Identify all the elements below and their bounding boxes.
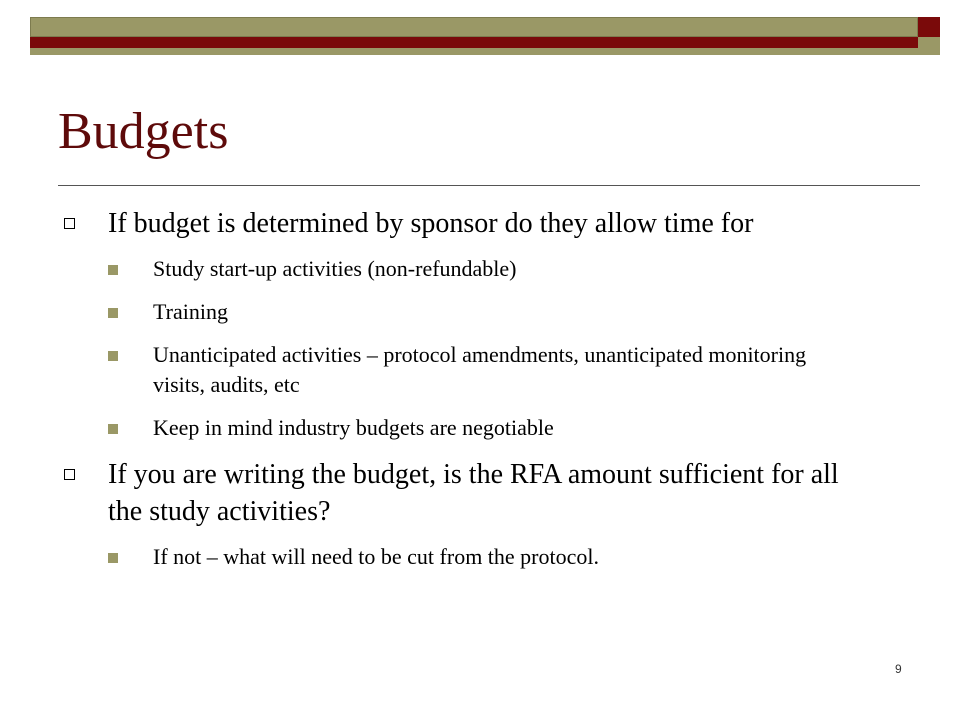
sub-bullet-text: Keep in mind industry budgets are negotiable [153, 415, 554, 440]
sub-bullet-negotiable [62, 413, 862, 443]
sub-bullet-text: If not – what will need to be cut from the protocol. [153, 544, 599, 569]
bullet-text: If budget is determined by sponsor do they allow time for [108, 208, 754, 239]
sub-bullet-text: Unanticipated activities – protocol amendments, unanticipated monitoring visits, audits, etc [153, 342, 807, 397]
header-bar-olive-bottom [30, 48, 918, 55]
slide-body [62, 205, 862, 585]
bullet-rfa-amount [62, 456, 862, 530]
sub-bullet-text: Study start-up activities (non-refundable) [153, 256, 517, 281]
header-corner-maroon-square [918, 17, 940, 37]
title-underline-rule [58, 185, 920, 186]
filled-square-bullet-icon [108, 424, 118, 434]
header-decoration-bar [30, 17, 918, 55]
sub-bullet-training [62, 297, 862, 327]
header-corner-olive-square [918, 37, 940, 55]
sub-bullet-text: Training [153, 299, 228, 324]
page-number: 9 [895, 662, 902, 676]
sub-bullet-cut-protocol [62, 542, 862, 572]
header-bar-maroon-stripe [30, 37, 918, 48]
bullet-text: If you are writing the budget, is the RFA amount sufficient for all the study activities? [108, 459, 839, 527]
sub-bullet-unanticipated [62, 340, 862, 400]
hollow-square-bullet-icon [64, 218, 75, 229]
filled-square-bullet-icon [108, 351, 118, 361]
header-bar-olive-top [30, 17, 918, 37]
hollow-square-bullet-icon [64, 469, 75, 480]
filled-square-bullet-icon [108, 553, 118, 563]
bullet-sponsor-budget [62, 205, 862, 242]
sub-bullet-startup [62, 254, 862, 284]
filled-square-bullet-icon [108, 265, 118, 275]
filled-square-bullet-icon [108, 308, 118, 318]
slide-title: Budgets [58, 103, 229, 160]
